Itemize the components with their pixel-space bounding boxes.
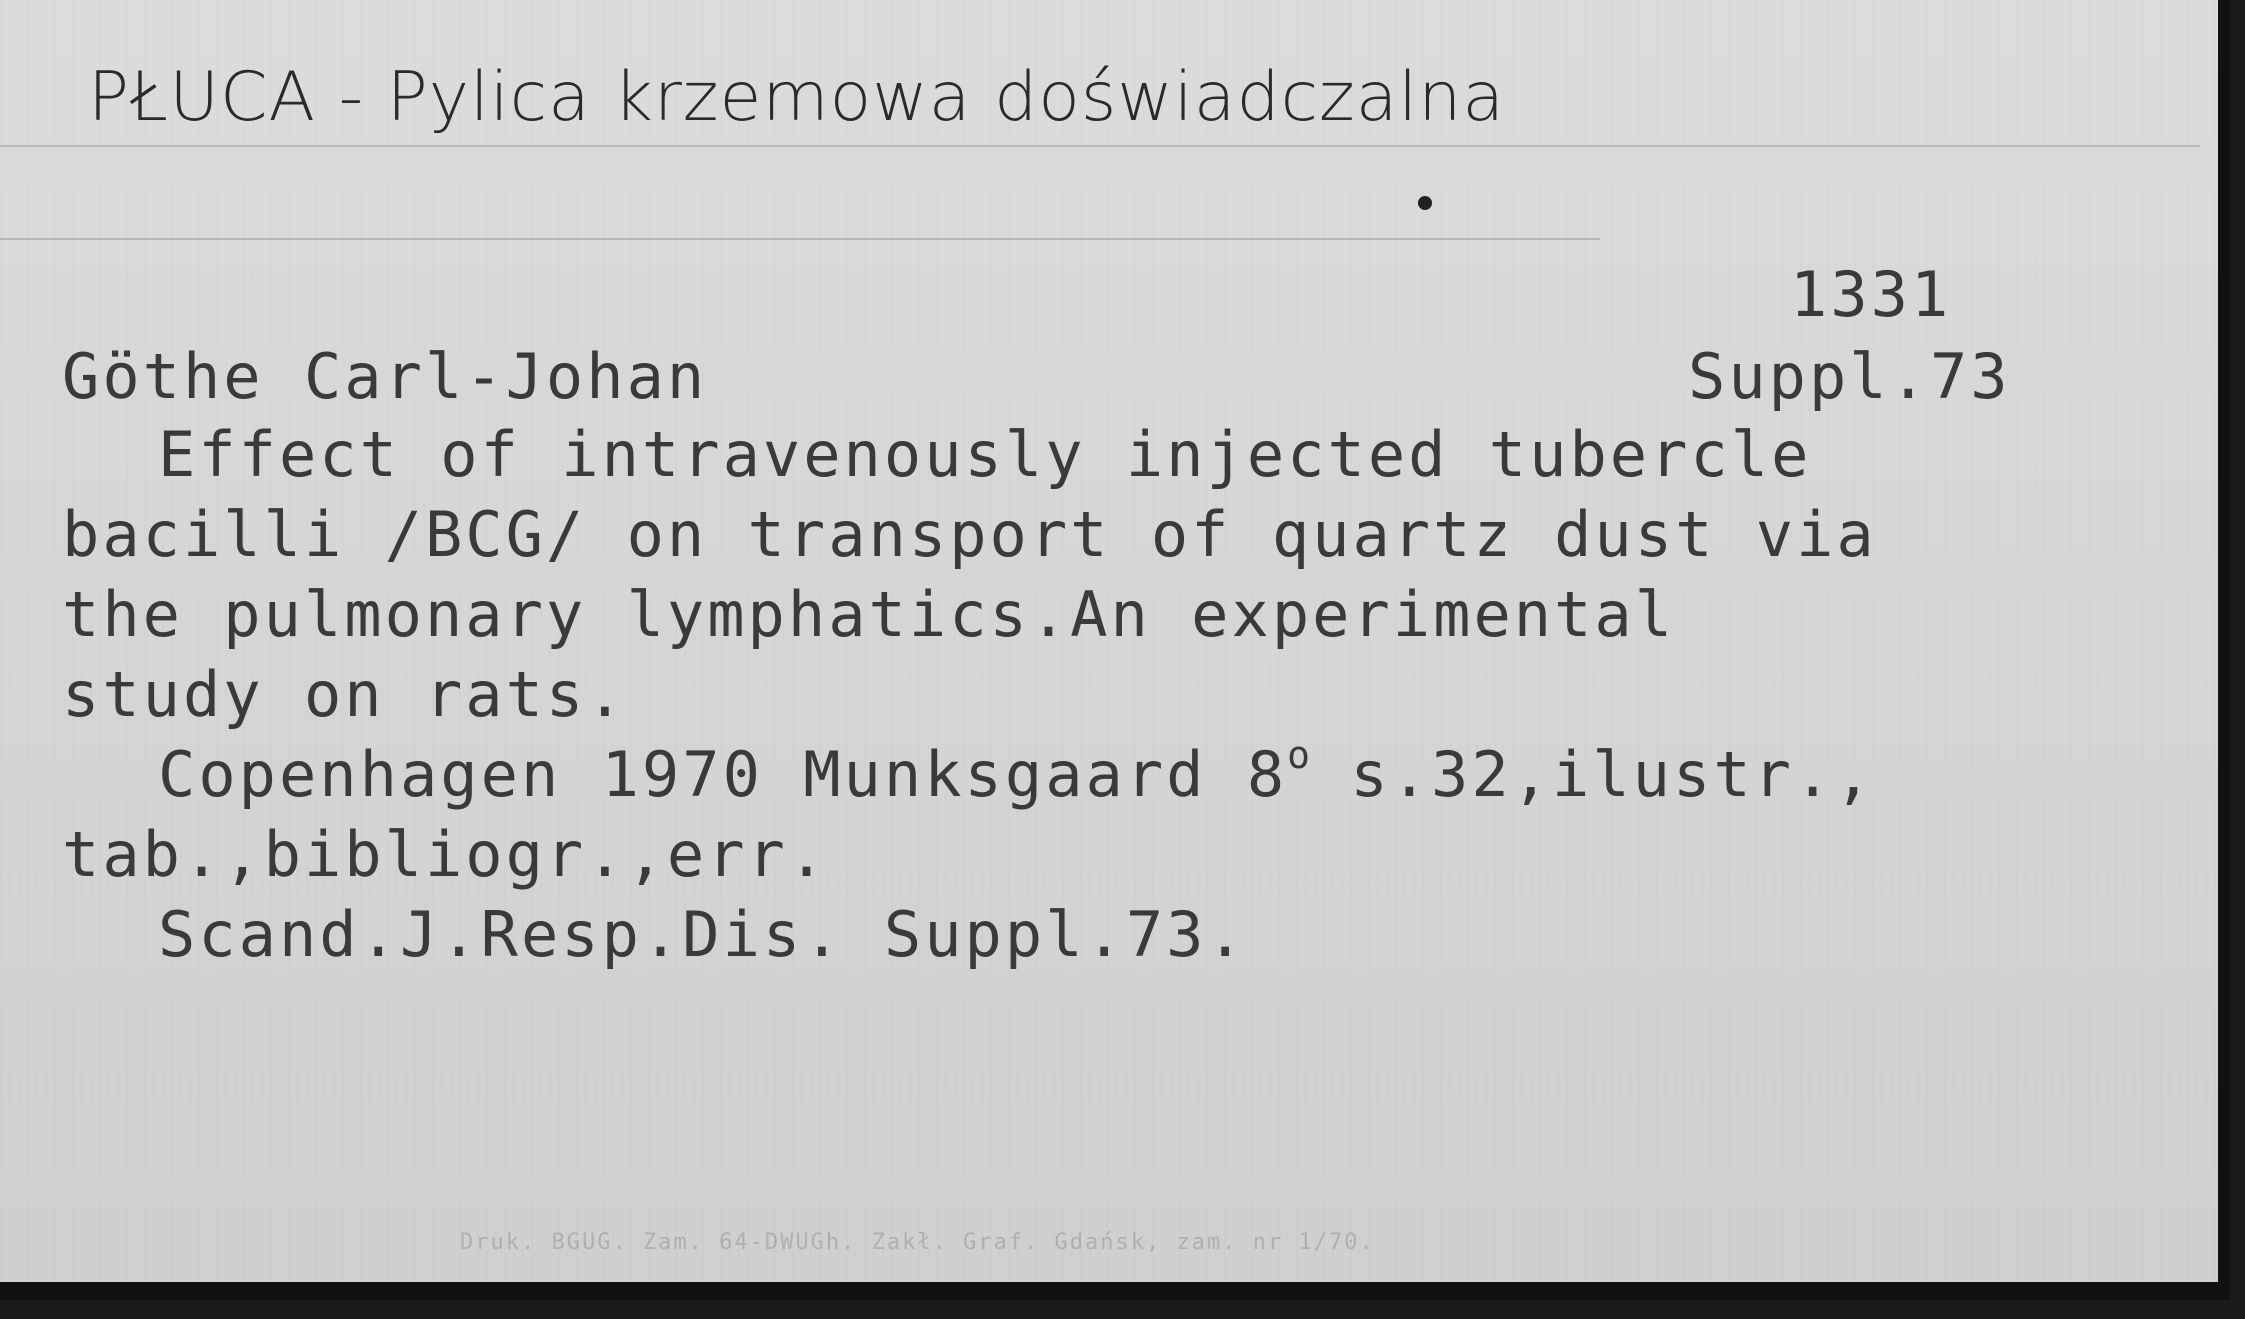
heading-dot: [1418, 196, 1432, 210]
subject-heading: PŁUCA - Pylica krzemowa doświadczalna: [88, 58, 1506, 137]
series-note: Scand.J.Resp.Dis. Suppl.73.: [158, 898, 1247, 971]
imprint-line: [158, 733, 1875, 811]
title-line-1: Effect of intravenously injected tubercle: [158, 418, 1812, 491]
card-rule-second: [0, 238, 1600, 240]
title-line-3: the pulmonary lymphatics.An experimental: [62, 578, 1676, 651]
imprint-continuation: tab.,bibliogr.,err.: [62, 818, 829, 891]
title-line-4: study on rats.: [62, 658, 627, 731]
printer-footer: Druk. BGUG. Zam. 64-DWUGh. Zakł. Graf. Gdańsk, zam. nr 1/70.: [460, 1230, 1375, 1255]
author-name: Göthe Carl-Johan: [62, 340, 708, 413]
format-superscript: o: [1287, 733, 1311, 777]
imprint-place-year-publisher: Copenhagen 1970 Munksgaard 8: [158, 738, 1288, 811]
imprint-pages: s.32,ilustr.,: [1310, 738, 1875, 811]
title-line-2: bacilli /BCG/ on transport of quartz dust via: [62, 498, 1877, 571]
call-number: 1331: [1790, 258, 1952, 331]
card-rule-top: [0, 145, 2200, 147]
series-mark: Suppl.73: [1688, 340, 2011, 413]
